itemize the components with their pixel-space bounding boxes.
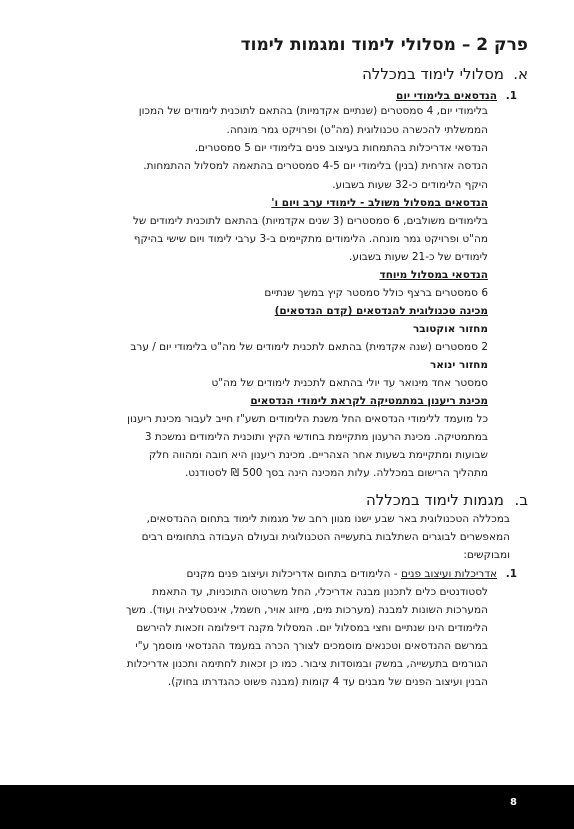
body-line: סמסטר אחד מינואר עד יולי בהתאם לתכנית לימודים של מה"ט bbox=[211, 377, 488, 389]
intro-line: המאפשרים לבוגרים השתלבות בתעשייה הטכנולוגית ובעולם העבודה בתחומים רבים bbox=[141, 531, 510, 543]
item-title: הנדסאים בלימודי יום bbox=[396, 90, 497, 102]
body-line: הנדסאי אדריכלות בהתמחות בעיצוב פנים בלימודי יום 5 סמסטרים. bbox=[194, 142, 488, 154]
block-heading: הנדסאים במסלול משולב - לימודי ערב ויום ו' bbox=[271, 197, 488, 209]
body-line: מה"ט ופרויקט גמר מונחה. הלימודים מתקיימים ב-3 ערבי לימוד ויום שישי בהיקף bbox=[133, 233, 488, 245]
section-b-letter: ב. bbox=[514, 491, 528, 509]
intro-line: במכללה הטכנולוגית באר שבע ישנו מגוון רחב של מגמות לימוד בתחום ההנדסאים, bbox=[146, 513, 510, 525]
body-line: המערכות השונות למבנה (מערכות מים, מיזוג אויר, חשמל, אינסטלציה ועוד). משך bbox=[125, 604, 488, 616]
body-line: היקף הלימודים כ-32 שעות בשבוע. bbox=[332, 179, 488, 191]
body-line: הממשלתי להכשרה טכנולוגית (מה"ט) ופרויקט גמר מונחה. bbox=[226, 124, 488, 136]
body-line: 2 סמסטרים (שנה אקדמית) בהתאם לתכנית לימודים של מה"ט בלימודי יום / ערב bbox=[130, 341, 488, 353]
block-heading: מכינת ריענון במתמטיקה לקראת לימודי הנדסאים bbox=[250, 395, 488, 407]
item-number: 1. bbox=[505, 568, 517, 580]
block-heading: הנדסאי במסלול מיוחד bbox=[379, 269, 488, 281]
body-line: הגורמים בתעשייה, במשק ובמוסדות ציבור. כמו כן זכאות לחתימה ותכנון אדריכלות bbox=[126, 658, 488, 670]
body-line: במרשם ההנדסאים וטכנאים מוסמכים לצורך הכרה במעמד ההנדסאי מוסמך ע"י bbox=[135, 640, 488, 652]
section-a-title: מסלולי לימוד במכללה bbox=[362, 65, 504, 83]
body-line: 6 סמסטרים ברצף כולל סמסטר קיץ במשך שנתיים bbox=[264, 287, 488, 299]
section-a-letter: א. bbox=[513, 65, 528, 83]
section-b-item1-first-line bbox=[187, 567, 517, 582]
body-line: מתהליך הרישום במכללה. עלות המכינה הינה בסך 500 ₪ לסטודנט. bbox=[184, 467, 488, 479]
item-number: 1. bbox=[505, 90, 517, 102]
body-line: במתמטיקה. מכינת הרענון מתקיימת בחודשי הקיץ ותוכנית הלימודים נמשכת 3 bbox=[144, 431, 488, 443]
item-title: אדריכלות ועיצוב פנים bbox=[400, 568, 497, 580]
section-b-title: מגמות לימוד במכללה bbox=[365, 491, 504, 509]
chapter-title: פרק 2 – מסלולי לימוד ומגמות לימוד bbox=[240, 35, 528, 55]
body-line: לימודים של כ-21 שעות בשבוע. bbox=[349, 251, 488, 263]
block-heading: מכינה טכנולוגית להנדסאים (קדם הנדסאים) bbox=[274, 305, 488, 317]
body-line: בלימודים משולבים, 6 סמסטרים (3 שנים אקדמיות) בהתאם לתוכנית לימודים של bbox=[132, 215, 488, 227]
page-footer-bar bbox=[0, 785, 574, 829]
page-number: 8 bbox=[510, 797, 517, 808]
body-line: הבנין ועיצוב הפנים של מבנים עד 4 קומות (מבנה פשוט כהגדרתו בחוק). bbox=[167, 676, 488, 688]
sub-heading: מחזור ינואר bbox=[429, 359, 488, 371]
body-line: לסטודנטים כלים לתכנון מבנה אדריכלי, החל משרטוט התוכניות, עד התאמת bbox=[152, 586, 488, 598]
body-line: בלימודי יום, 4 סמסטרים (שנתיים אקדמיות) בהתאם לתוכנית לימודים של המכון bbox=[138, 105, 488, 117]
body-line: הנדסה אזרחית (בנין) בלימודי יום 4-5 סמסטרים בהתאמה למסלול ההתמחות. bbox=[143, 160, 488, 172]
body-line: הלימודים הינו שנתיים וחצי במסלול יום. המסלול מקנה דיפלומה וזכאות להירשם bbox=[136, 622, 488, 634]
section-a-heading bbox=[362, 64, 528, 84]
sub-heading: מחזור אוקטובר bbox=[412, 323, 488, 335]
body-line: שבועות ומתקיימת בשעות אחר הצהריים. מכינת ריענון היא חובה ומהווה חלק bbox=[148, 449, 488, 461]
body-line: כל מועמד ללימודי הנדסאים החל משנת הלימודים תשע"ז חייב לעבור מכינת ריענון bbox=[127, 413, 488, 425]
intro-line: ומבוקשים: bbox=[463, 549, 510, 561]
item-intro-text: - הלימודים בתחום אדריכלות ועיצוב פנים מקנים bbox=[186, 568, 401, 580]
section-b-heading bbox=[366, 490, 528, 510]
section-a-item1-heading bbox=[396, 89, 517, 104]
